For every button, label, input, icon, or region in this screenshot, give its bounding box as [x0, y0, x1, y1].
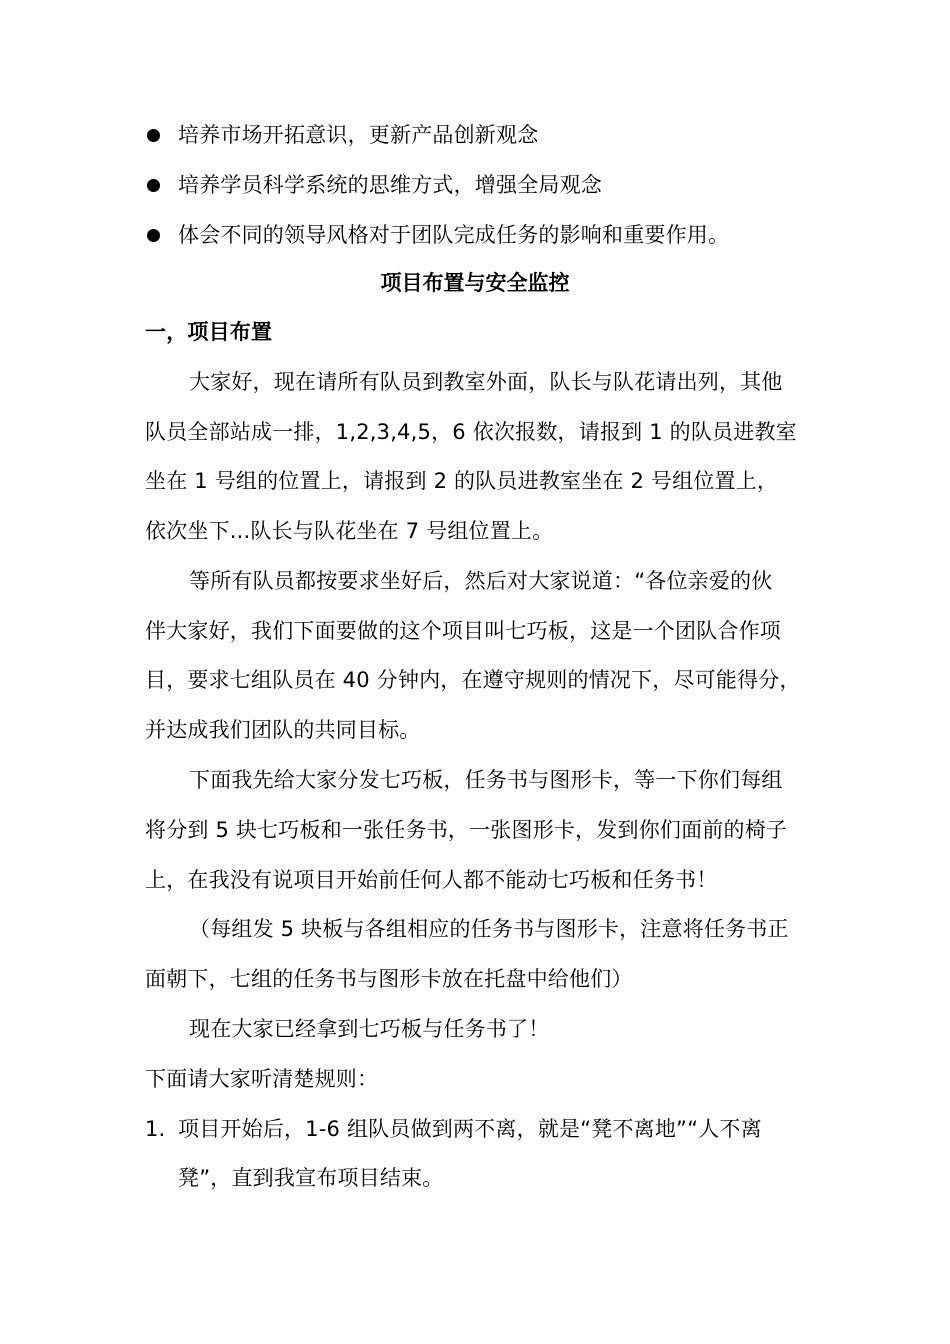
paragraph-line: 并达成我们团队的共同目标。: [145, 718, 421, 742]
bullet-dot-icon: [147, 229, 160, 242]
list-item-text: 体会不同的领导风格对于团队完成任务的影响和重要作用。: [178, 223, 730, 247]
paragraph-line: 将分到 5 块七巧板和一张任务书，一张图形卡，发到你们面前的椅子: [145, 818, 788, 842]
paragraph-line: 目，要求七组队员在 40 分钟内，在遵守规则的情况下，尽可能得分，: [145, 668, 801, 692]
list-item-text: 培养学员科学系统的思维方式，增强全局观念: [178, 173, 602, 197]
paragraph-line: 伴大家好，我们下面要做的这个项目叫七巧板，这是一个团队合作项: [145, 619, 781, 643]
list-item-text: 培养市场开拓意识，更新产品创新观念: [178, 123, 539, 147]
paragraph-line: 面朝下，七组的任务书与图形卡放在托盘中给他们）: [145, 967, 633, 991]
paragraph-line: 队员全部站成一排，1,2,3,4,5，6 依次报数，请报到 1 的队员进教室: [145, 420, 797, 444]
subsection-heading: 一，项目布置: [145, 320, 273, 344]
paragraph-line: （每组发 5 块板与各组相应的任务书与图形卡，注意将任务书正: [189, 917, 789, 941]
bullet-dot-icon: [147, 129, 160, 142]
paragraph-line: 下面我先给大家分发七巧板，任务书与图形卡，等一下你们每组: [189, 768, 783, 792]
paragraph-line: 上，在我没有说项目开始前任何人都不能动七巧板和任务书！: [145, 868, 718, 892]
paragraph-line: 坐在 1 号组的位置上，请报到 2 的队员进教室坐在 2 号组位置上，: [145, 469, 779, 493]
rule-text-line: 项目开始后，1-6 组队员做到两不离，就是“凳不离地”“人不离: [178, 1117, 762, 1141]
rule-text-line: 凳”，直到我宣布项目结束。: [178, 1166, 444, 1190]
paragraph-line: 现在大家已经拿到七巧板与任务书了！: [189, 1017, 550, 1041]
paragraph-line: 等所有队员都按要求坐好后，然后对大家说道：“各位亲爱的伙: [189, 569, 773, 593]
paragraph-line: 下面请大家听清楚规则：: [145, 1067, 379, 1091]
paragraph-line: 依次坐下...队长与队花坐在 7 号组位置上。: [145, 519, 554, 543]
rule-number: 1.: [145, 1117, 166, 1141]
section-title: 项目布置与安全监控: [380, 271, 570, 295]
paragraph-line: 大家好，现在请所有队员到教室外面，队长与队花请出列，其他: [189, 370, 783, 394]
bullet-dot-icon: [147, 179, 160, 192]
